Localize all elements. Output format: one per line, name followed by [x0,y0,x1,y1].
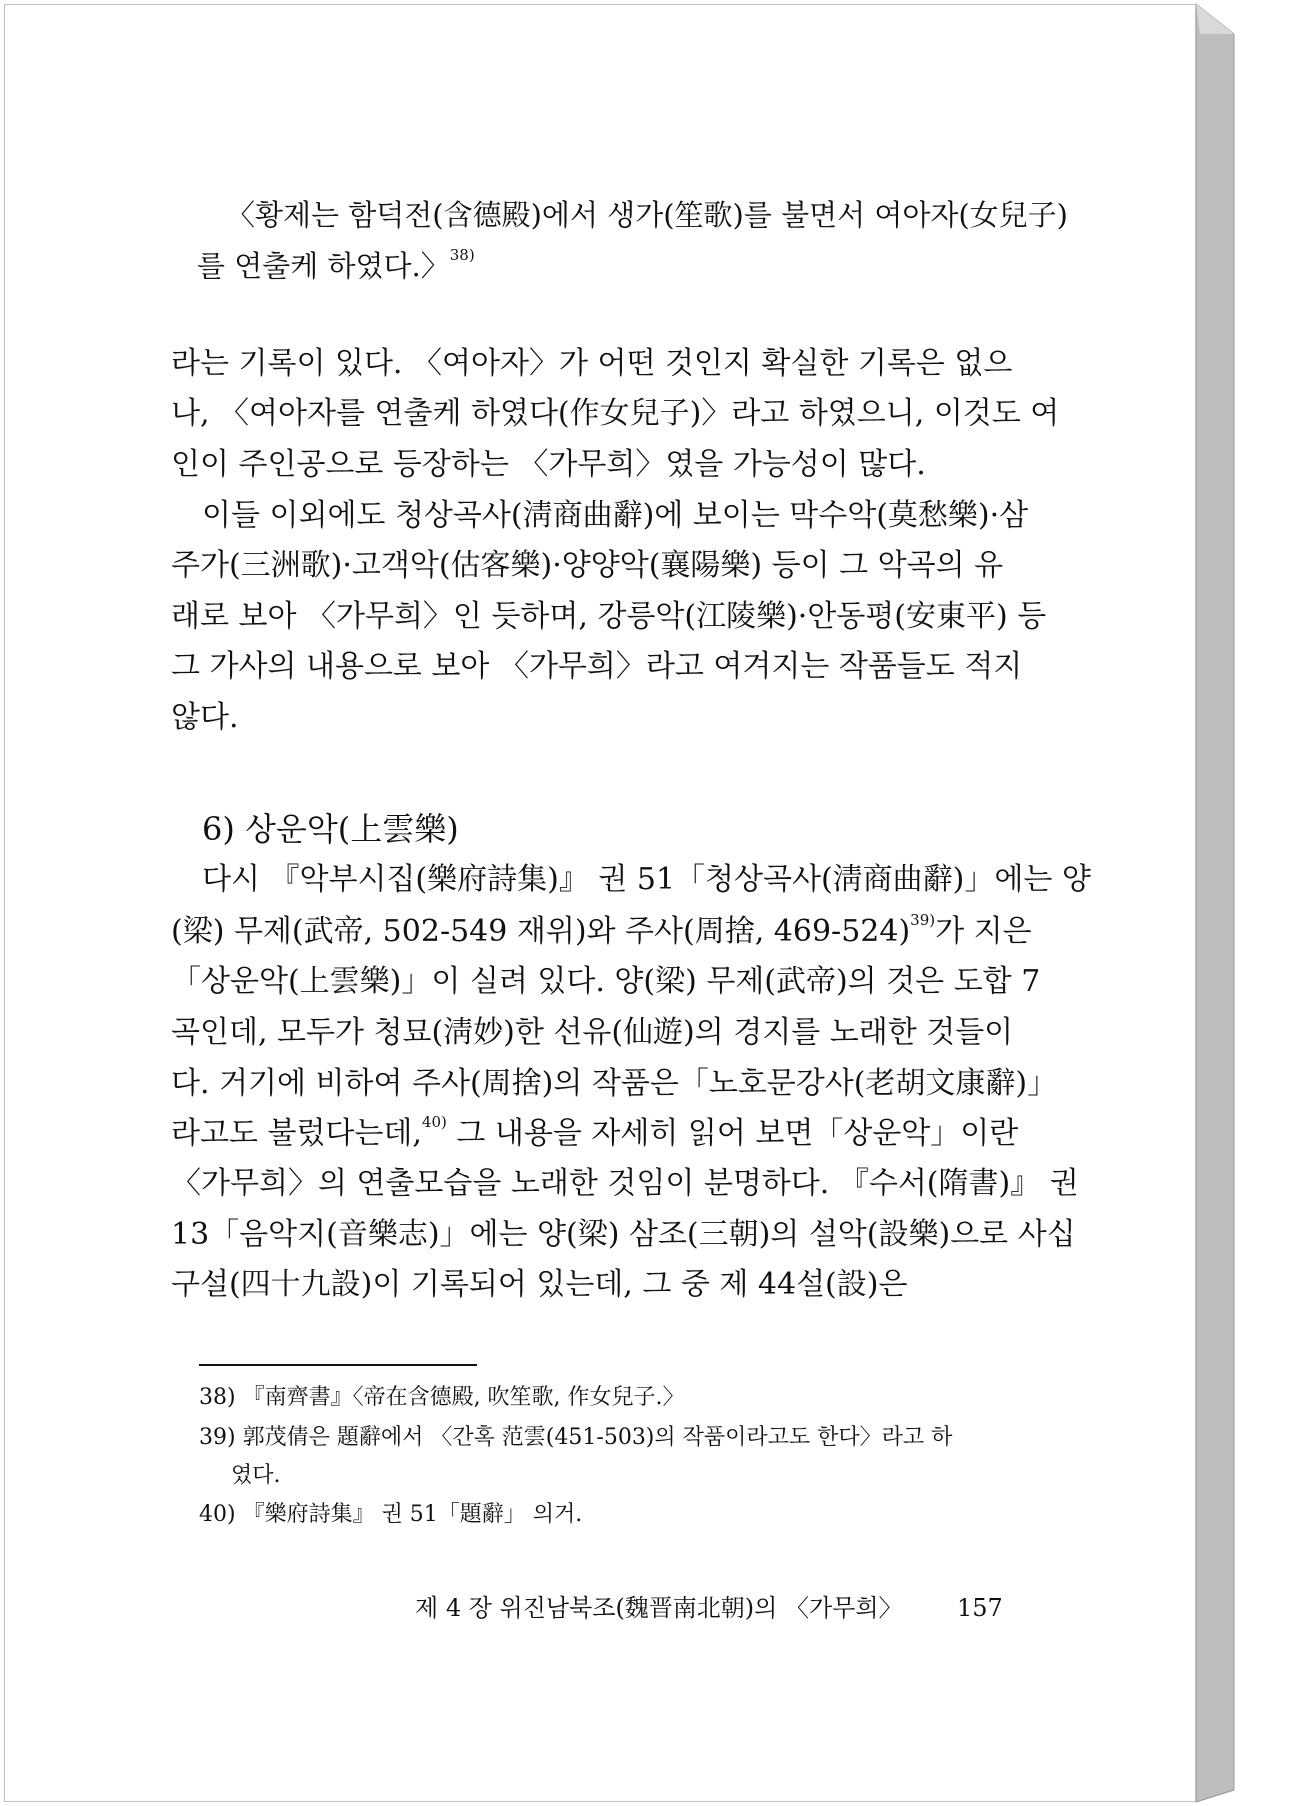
body-line: 주가(三洲歌)·고객악(估客樂)·양양악(襄陽樂) 등이 그 악곡의 유 [171,548,1004,583]
quote-line [197,246,475,283]
footnote-ref-39: 39) [910,911,936,929]
body-line: 다. 거기에 비하여 주사(周捨)의 작품은「노호문강사(老胡文康辭)」 [171,1066,1058,1101]
body-line: 인이 주인공으로 등장하는 〈가무희〉였을 가능성이 많다. [171,447,926,482]
body-line [171,1113,1019,1151]
footnote-ref-38: 38) [449,246,475,264]
body-line: 이들 이외에도 청상곡사(淸商曲辭)에 보이는 막수악(莫愁樂)·삼 [202,498,1029,533]
quote-text: 를 연출케 하였다.〉 [197,249,450,283]
body-line [171,911,1032,949]
footnote-38: 38) 『南齊書』〈帝在含德殿, 吹笙歌, 作女兒子.〉 [199,1385,685,1410]
footnote-ref-40: 40) [421,1113,447,1131]
section-heading: 6) 상운악(上雲樂) [202,810,459,848]
quote-line: 〈황제는 함덕전(含德殿)에서 생가(笙歌)를 불면서 여아자(女兒子) [226,198,1068,232]
footnote-divider [199,1364,477,1366]
body-line: 「상운악(上雲樂)」이 실려 있다. 양(梁) 무제(武帝)의 것은 도합 7 [171,964,1041,999]
body-line: 래로 보아 〈가무희〉인 듯하며, 강릉악(江陵樂)·안동평(安東平) 등 [171,599,1047,634]
body-text: 그 내용을 자세히 읽어 보면「상운악」이란 [446,1116,1019,1151]
book-page [4,4,1196,1802]
footnote-40: 40) 『樂府詩集』 권 51「題辭」 의거. [199,1502,583,1527]
body-line: 곡인데, 모두가 청묘(淸妙)한 선유(仙遊)의 경지를 노래한 것들이 [171,1015,1014,1050]
running-footer-chapter: 제 4 장 위진남북조(魏晋南北朝)의 〈가무희〉 [415,1594,903,1622]
footnote-39: 39) 郭茂倩은 題辭에서 〈간혹 范雲(451-503)의 작품이라고도 한다〉라고 하 [199,1425,953,1450]
body-line: 라는 기록이 있다. 〈여아자〉가 어떤 것인지 확실한 기록은 없으 [171,346,1013,381]
page-number: 157 [957,1594,1003,1622]
body-line: 〈가무희〉의 연출모습을 노래한 것임이 분명하다. 『수서(隋書)』 권 [171,1166,1079,1201]
body-text: (梁) 무제(武帝, 502-549 재위)와 주사(周捨, 469-524) [171,914,911,949]
body-line: 13「음악지(音樂志)」에는 양(梁) 삼조(三朝)의 설악(設樂)으로 사십 [171,1217,1076,1252]
body-line: 그 가사의 내용으로 보아 〈가무희〉라고 여겨지는 작품들도 적지 [171,649,1023,684]
body-line: 구설(四十九設)이 기록되어 있는데, 그 중 제 44설(設)은 [171,1267,908,1302]
body-text: 라고도 불렀다는데, [171,1116,422,1151]
body-line: 나, 〈여아자를 연출케 하였다(作女兒子)〉라고 하였으니, 이것도 여 [171,396,1060,431]
footnote-39-continuation: 였다. [231,1463,281,1488]
body-line: 않다. [171,700,239,735]
body-line: 다시 『악부시집(樂府詩集)』 권 51「청상곡사(淸商曲辭)」에는 양 [202,862,1091,897]
body-text: 가 지은 [935,914,1032,949]
book-spine-face [1196,4,1234,1802]
